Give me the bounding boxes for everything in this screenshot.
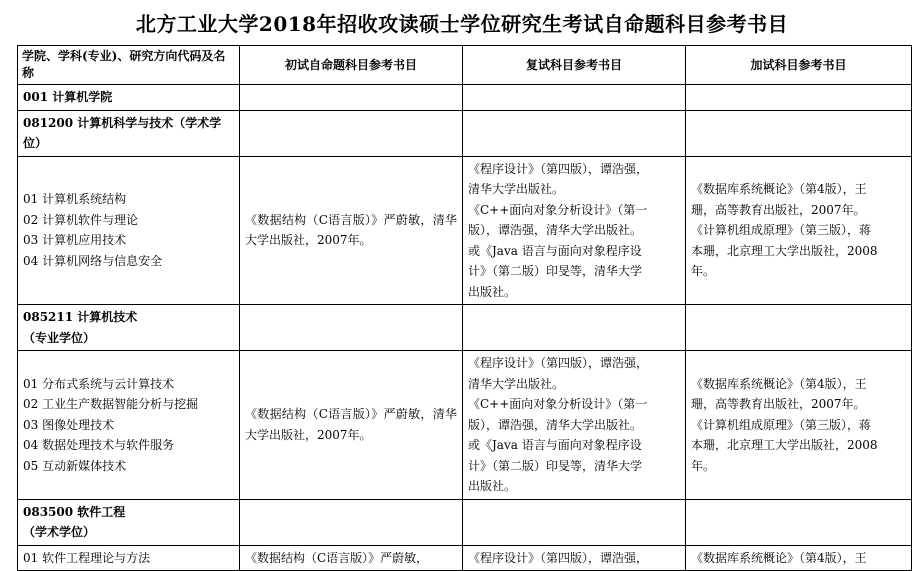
additional-test-books: 《数据库系统概论》（第4版），王 珊，高等教育出版社，2007年。 《计算机组成原理》（第三版），蒋 本珊，北京理工大学出版社，2008 年。 [686,156,912,305]
additional-test-books: 《数据库系统概论》（第4版），王 珊，高等教育出版社，2007年。 《计算机组成原理》（第三版），蒋 本珊，北京理工大学出版社，2008 年。 [686,351,912,500]
direction-item: 03 图像处理技术 [23,417,115,432]
college-name: 001 计算机学院 [18,85,240,111]
major-name: 081200 计算机科学与技术（学术学位） [18,110,240,156]
additional-test-books: 《数据库系统概论》（第4版），王 [686,545,912,571]
header-retest: 复试科目参考书目 [463,46,686,85]
research-direction: 01 软件工程理论与方法 [18,545,240,571]
direction-item: 04 数据处理技术与软件服务 [23,438,175,452]
retest-books: 《程序设计》（第四版），谭浩强， [463,545,686,571]
document-title: 北方工业大学2018年招收攻读硕士学位研究生考试自命题科目参考书目 [135,12,789,36]
retest-books: 《程序设计》（第四版），谭浩强， 清华大学出版社。 《C++面向对象分析设计》（第一 版），谭浩强，清华大学出版社。 或《Java 语言与面向对象程序设 计》（第二版）印旻等，清华大学 出版社。 [463,351,686,500]
reference-book-table [17,45,912,571]
direction-item: 01 分布式系统与云计算技术 [23,376,175,391]
header-additional-test: 加试科目参考书目 [686,46,912,85]
major-name: 085211 计算机技术 （专业学位） [18,305,240,351]
initial-exam-books: 《数据结构（C语言版）》严蔚敏， [240,545,463,571]
retest-books: 《程序设计》（第四版），谭浩强， 清华大学出版社。 《C++面向对象分析设计》（第一 版），谭浩强，清华大学出版社。 或《Java 语言与面向对象程序设 计》（第二版）印旻等，清华大学 出版社。 [463,156,686,305]
direction-item: 04 计算机网络与信息安全 [23,253,163,268]
major-name: 083500 软件工程 （学术学位） [18,499,240,545]
header-row [18,46,912,85]
research-directions [18,156,240,305]
major-row-085211 [18,305,912,351]
direction-item: 05 互动新媒体技术 [23,458,127,473]
college-row [18,85,912,111]
initial-exam-books: 《数据结构（C语言版）》严蔚敏，清华大学出版社，2007年。 [240,351,463,500]
directions-row-085211 [18,351,912,500]
direction-item: 02 工业生产数据智能分析与挖掘 [23,397,199,411]
header-initial-exam: 初试自命题科目参考书目 [240,46,463,85]
header-program: 学院、学科(专业)、研究方向代码及名称 [18,46,240,85]
directions-row-083500 [18,545,912,571]
direction-item: 02 计算机软件与理论 [23,212,139,227]
initial-exam-books: 《数据结构（C语言版）》严蔚敏，清华大学出版社，2007年。 [240,156,463,305]
major-row-081200 [18,110,912,156]
directions-row-081200 [18,156,912,305]
direction-item: 01 计算机系统结构 [23,192,127,207]
direction-item: 03 计算机应用技术 [23,233,127,248]
research-directions [18,351,240,500]
major-row-083500 [18,499,912,545]
